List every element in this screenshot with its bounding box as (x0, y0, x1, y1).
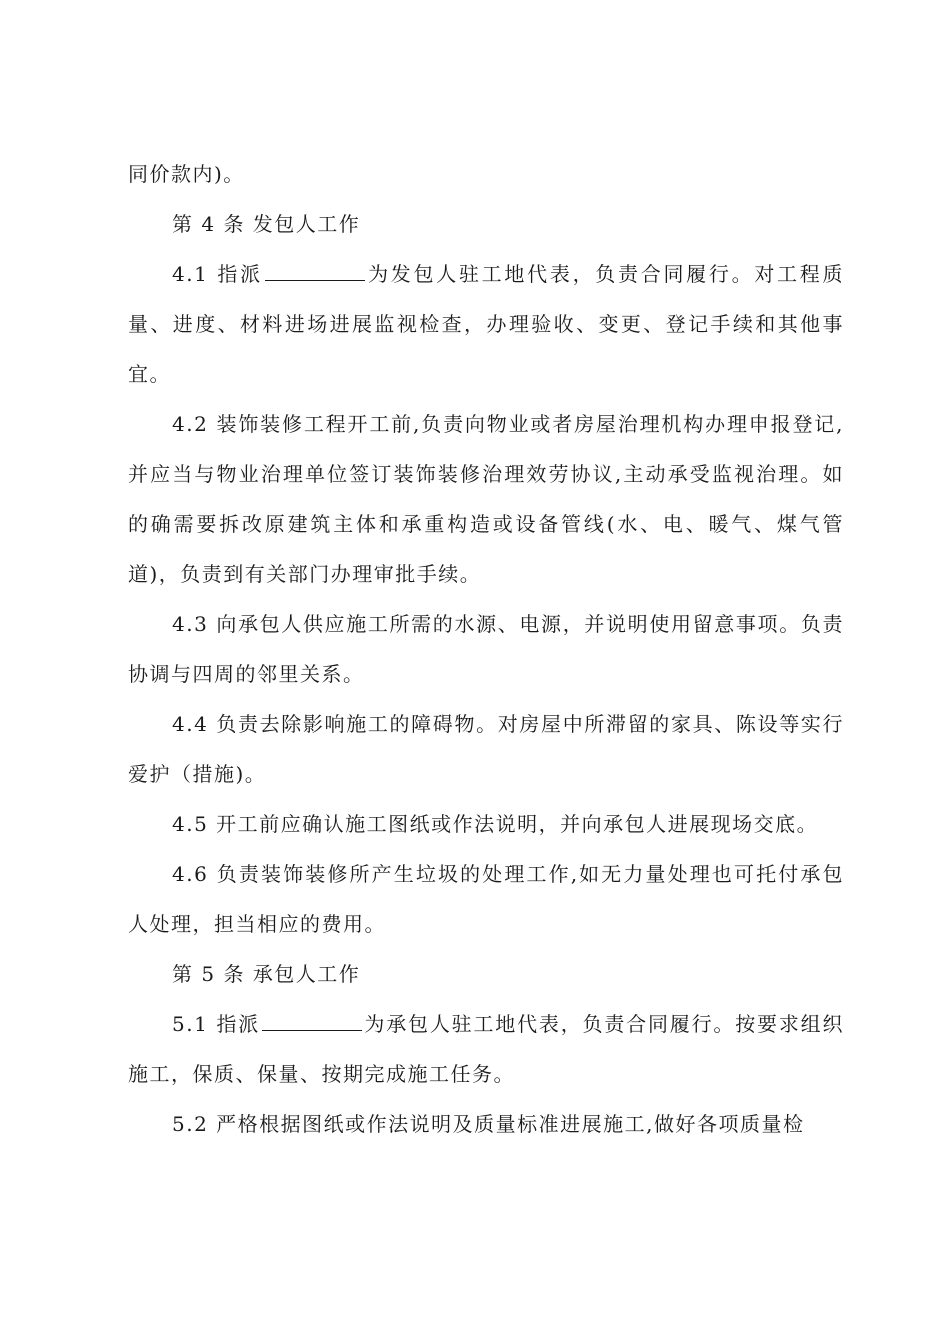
clause-4-3: 4.3 向承包人供应施工所需的水源、电源，并说明使用留意事项。负责协调与四周的邻里关系。 (128, 612, 844, 686)
document-body (128, 149, 844, 1149)
fill-in-blank (265, 260, 365, 281)
fill-in-blank (262, 1010, 362, 1031)
clause-4-6: 4.6 负责装饰装修所产生垃圾的处理工作,如无力量处理也可托付承包人处理，担当相应的费用。 (128, 862, 844, 936)
paragraph-continuation: 同价款内)。 (128, 162, 245, 186)
clause-4-4: 4.4 负责去除影响施工的障碍物。对房屋中所滞留的家具、陈设等实行爱护（措施)。 (128, 712, 844, 786)
article-5-heading: 第 5 条 承包人工作 (172, 962, 361, 986)
clause-4-1-lead: 4.1 指派 (172, 262, 263, 286)
clause-4-2: 4.2 装饰装修工程开工前,负责向物业或者房屋治理机构办理申报登记,并应当与物业治理单位签订装饰装修治理效劳协议,主动承受监视治理。如的确需要拆改原建筑主体和承重构造或设备管线(水、电、暖气、煤气管道)，负责到有关部门办理审批手续。 (128, 412, 844, 586)
article-4-heading: 第 4 条 发包人工作 (172, 212, 361, 236)
clause-5-1-lead: 5.1 指派 (172, 1012, 261, 1036)
clause-4-5: 4.5 开工前应确认施工图纸或作法说明，并向承包人进展现场交底。 (172, 812, 819, 836)
clause-5-2: 5.2 严格根据图纸或作法说明及质量标准进展施工,做好各项质量检 (172, 1112, 805, 1136)
clause-4-1 (128, 249, 844, 399)
clause-4-1-text: 为发包人驻工地代表，负责合同履行。对工程质量、进度、材料进场进展监视检查，办理验收、变更、登记手续和其他事宜。 (128, 262, 845, 386)
clause-5-1 (128, 999, 844, 1099)
clause-5-1-text: 为承包人驻工地代表，负责合同履行。按要求组织施工，保质、保量、按期完成施工任务。 (128, 1012, 844, 1086)
